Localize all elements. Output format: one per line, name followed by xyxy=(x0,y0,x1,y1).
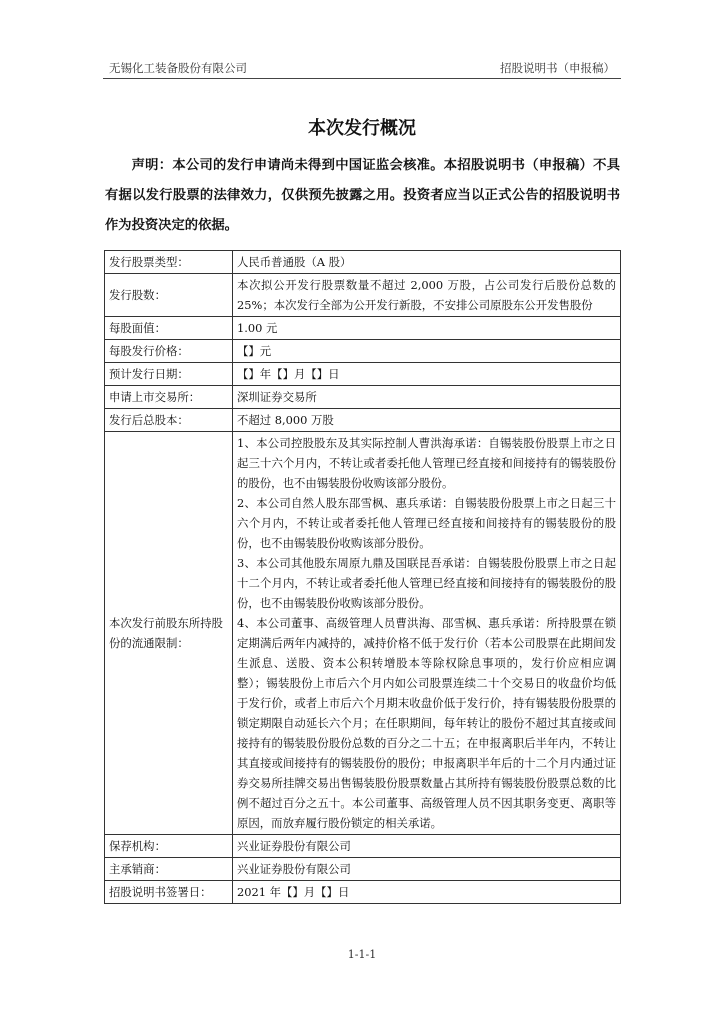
page-header xyxy=(103,60,621,78)
table-row xyxy=(105,409,621,432)
row-value: 深圳证券交易所 xyxy=(233,386,621,409)
row-value: 【】年【】月【】日 xyxy=(233,363,621,386)
table-row xyxy=(105,274,621,317)
lockup-commitments xyxy=(233,432,621,835)
table-row xyxy=(105,251,621,274)
row-label: 申请上市交易所： xyxy=(105,386,233,409)
row-value: 兴业证券股份有限公司 xyxy=(233,835,621,858)
row-label: 招股说明书签署日： xyxy=(105,881,233,904)
header-divider xyxy=(103,78,621,79)
header-document-type: 招股说明书（申报稿） xyxy=(500,61,615,75)
table-row xyxy=(105,363,621,386)
table-row xyxy=(105,835,621,858)
disclaimer-statement: 声明：本公司的发行申请尚未得到中国证监会核准。本招股说明书（申报稿）不具有据以发行股票的法律效力，仅供预先披露之用。投资者应当以正式公告的招股说明书作为投资决定的依据。 xyxy=(105,158,620,233)
table-row xyxy=(105,386,621,409)
table-row-lockup xyxy=(105,432,621,835)
lockup-paragraph: 3、本公司其他股东周原九鼎及国联昆吾承诺：自锡装股份股票上市之日起十二个月内，不转让或者委托他人管理已经直接和间接持有的锡装股份的股份，也不由锡装股份收购该部分股份。 xyxy=(237,556,616,610)
lockup-paragraph: 4、本公司董事、高级管理人员曹洪海、邵雪枫、惠兵承诺：所持股票在锁定期满后两年内减持的，减持价格不低于发行价（若本公司股票在此期间发生派息、送股、资本公积转增股本等除权除息事项的，发行价应相应调整）；锡装股份上市后六个月内如公司股票连续二十个交易日的收盘价均低于发行价，或者上市后六个月期末收盘价低于发行价，持有锡装股份股票的锁定期限自动延长六个月；在任职期间，每年转让的股份不超过其直接或间接持有的锡装股份股份总数的百分之二十五；在申报离职后半年内，不转让其直接或间接持有的锡装股份的股份；申报离职半年后的十二个月内通过证券交易所挂牌交易出售锡装股份股票数量占其所持有锡装股份股票总数的比例不超过百分之五十。本公司董事、高级管理人员不因其职务变更、离职等原因，而放弃履行股份锁定的相关承诺。 xyxy=(237,616,616,830)
row-label: 发行股票类型： xyxy=(105,251,233,274)
row-value: 1.00 元 xyxy=(233,317,621,340)
row-value: 2021 年【】月【】日 xyxy=(233,881,621,904)
table-row xyxy=(105,340,621,363)
page-title: 本次发行概况 xyxy=(308,118,416,139)
table-row xyxy=(105,317,621,340)
table-row xyxy=(105,858,621,881)
offering-overview-table xyxy=(104,250,621,904)
row-label: 发行股数： xyxy=(105,274,233,317)
row-label: 主承销商： xyxy=(105,858,233,881)
row-label: 每股发行价格： xyxy=(105,340,233,363)
row-label: 预计发行日期： xyxy=(105,363,233,386)
row-value: 人民币普通股（A 股） xyxy=(233,251,621,274)
row-value: 【】元 xyxy=(233,340,621,363)
lockup-paragraph: 1、本公司控股股东及其实际控制人曹洪海承诺：自锡装股份股票上市之日起三十六个月内，不转让或者委托他人管理已经直接和间接持有的锡装股份的股份，也不由锡装股份收购该部分股份。 xyxy=(237,436,616,490)
table-row xyxy=(105,881,621,904)
page-number: 1-1-1 xyxy=(347,948,377,961)
row-label: 保荐机构： xyxy=(105,835,233,858)
row-value: 兴业证券股份有限公司 xyxy=(233,858,621,881)
row-label: 每股面值： xyxy=(105,317,233,340)
row-value: 本次拟公开发行股票数量不超过 2,000 万股，占公司发行后股份总数的 25%；本次发行全部为公开发行新股，不安排公司原股东公开发售股份 xyxy=(233,274,621,317)
header-company-name: 无锡化工装备股份有限公司 xyxy=(109,61,247,75)
row-value: 不超过 8,000 万股 xyxy=(233,409,621,432)
lockup-label: 本次发行前股东所持股份的流通限制： xyxy=(105,432,233,835)
row-label: 发行后总股本： xyxy=(105,409,233,432)
lockup-paragraph: 2、本公司自然人股东邵雪枫、惠兵承诺：自锡装股份股票上市之日起三十六个月内，不转让或者委托他人管理已经直接和间接持有的锡装股份的股份，也不由锡装股份收购该部分股份。 xyxy=(237,496,616,550)
